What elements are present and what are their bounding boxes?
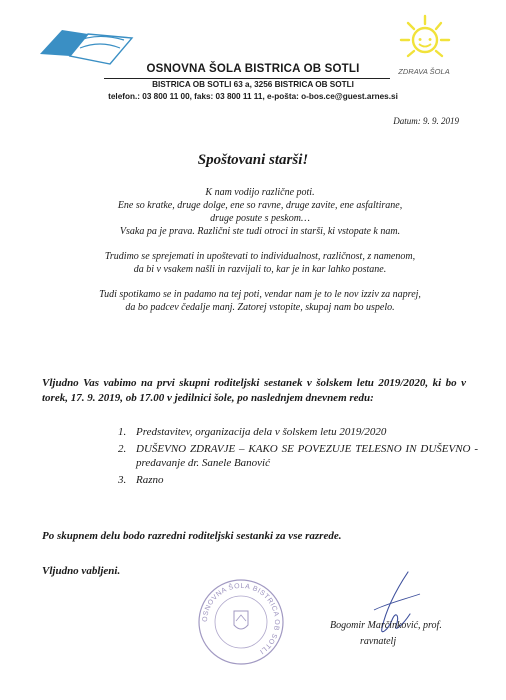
greeting: Spoštovani starši! xyxy=(197,152,309,168)
poem-line: da bi v vsakem našli in razvijali to, kar je in kar lahko postane. xyxy=(133,264,387,275)
school-contacts: telefon.: 03 800 11 00, faks: 03 800 11 11, e-pošta: o-bos.ce@guest.arnes.si xyxy=(108,92,398,101)
signer-name: Bogomir Marčinković, prof. xyxy=(330,620,442,631)
intro-poem xyxy=(40,186,480,314)
class-meetings-note: Po skupnem delu bodo razredni roditeljski sestanki za vse razrede. xyxy=(42,530,342,542)
agenda-item-text: DUŠEVNO ZDRAVJE – KAKO SE POVEZUJE TELESNO IN DUŠEVNO - predavanje dr. Sanele Banović xyxy=(136,442,478,469)
meeting-invitation: Vljudno Vas vabimo na prvi skupni roditeljski sestanek v šolskem letu 2019/2020, ki bo v torek, 17. 9. 2019, ob 17.00 v jedilnici šole, po naslednjem dnevnem redu: xyxy=(42,377,466,404)
agenda-item xyxy=(118,425,478,440)
healthy-school-logo-text: ZDRAVA ŠOLA xyxy=(398,67,450,76)
agenda-item xyxy=(118,473,478,488)
stanza-gap xyxy=(40,238,480,250)
poem-line: Vsaka pa je prava. Različni ste tudi otroci in starši, ki vstopate k nam. xyxy=(119,226,401,237)
school-name: OSNOVNA ŠOLA BISTRICA OB SOTLI xyxy=(146,63,360,75)
poem-line: Trudimo se sprejemati in upoštevati to individualnost, različnost, z namenom, xyxy=(104,251,416,262)
agenda-item-text: Predstavitev, organizacija dela v šolskem letu 2019/2020 xyxy=(136,426,387,438)
stanza-gap xyxy=(40,276,480,288)
header-divider xyxy=(104,78,390,79)
school-address: BISTRICA OB SOTLI 63 a, 3256 BISTRICA OB SOTLI xyxy=(152,80,354,89)
agenda-list xyxy=(118,425,478,489)
agenda-item-number: 2. xyxy=(118,442,127,455)
poem-line: druge posute s peskom… xyxy=(210,213,310,224)
school-stamp-icon xyxy=(196,577,286,667)
poem-line: K nam vodijo različne poti. xyxy=(205,187,315,198)
stamp-text: OSNOVNA ŠOLA BISTRICA OB SOTLI xyxy=(201,582,281,656)
poem-line: Ene so kratke, druge dolge, ene so ravne, druge zavite, ene asfaltirane, xyxy=(117,200,403,211)
document-date: Datum: 9. 9. 2019 xyxy=(393,116,459,126)
svg-text:OSNOVNA ŠOLA BISTRICA OB SOTLI xyxy=(202,582,280,655)
agenda-item-number: 1. xyxy=(118,426,127,438)
closing-regards: Vljudno vabljeni. xyxy=(42,565,121,577)
agenda-item-number: 3. xyxy=(118,473,127,486)
poem-line: da bo padcev čedalje manj. Zatorej vstopite, skupaj nam bo uspelo. xyxy=(125,302,395,313)
signer-title: ravnatelj xyxy=(360,636,397,647)
agenda-item xyxy=(118,442,478,471)
agenda-item-text: Razno xyxy=(136,473,164,486)
signature-icon xyxy=(366,570,426,644)
poem-line: Tudi spotikamo se in padamo na tej poti, vendar nam je to le nov izziv za naprej, xyxy=(99,289,421,300)
